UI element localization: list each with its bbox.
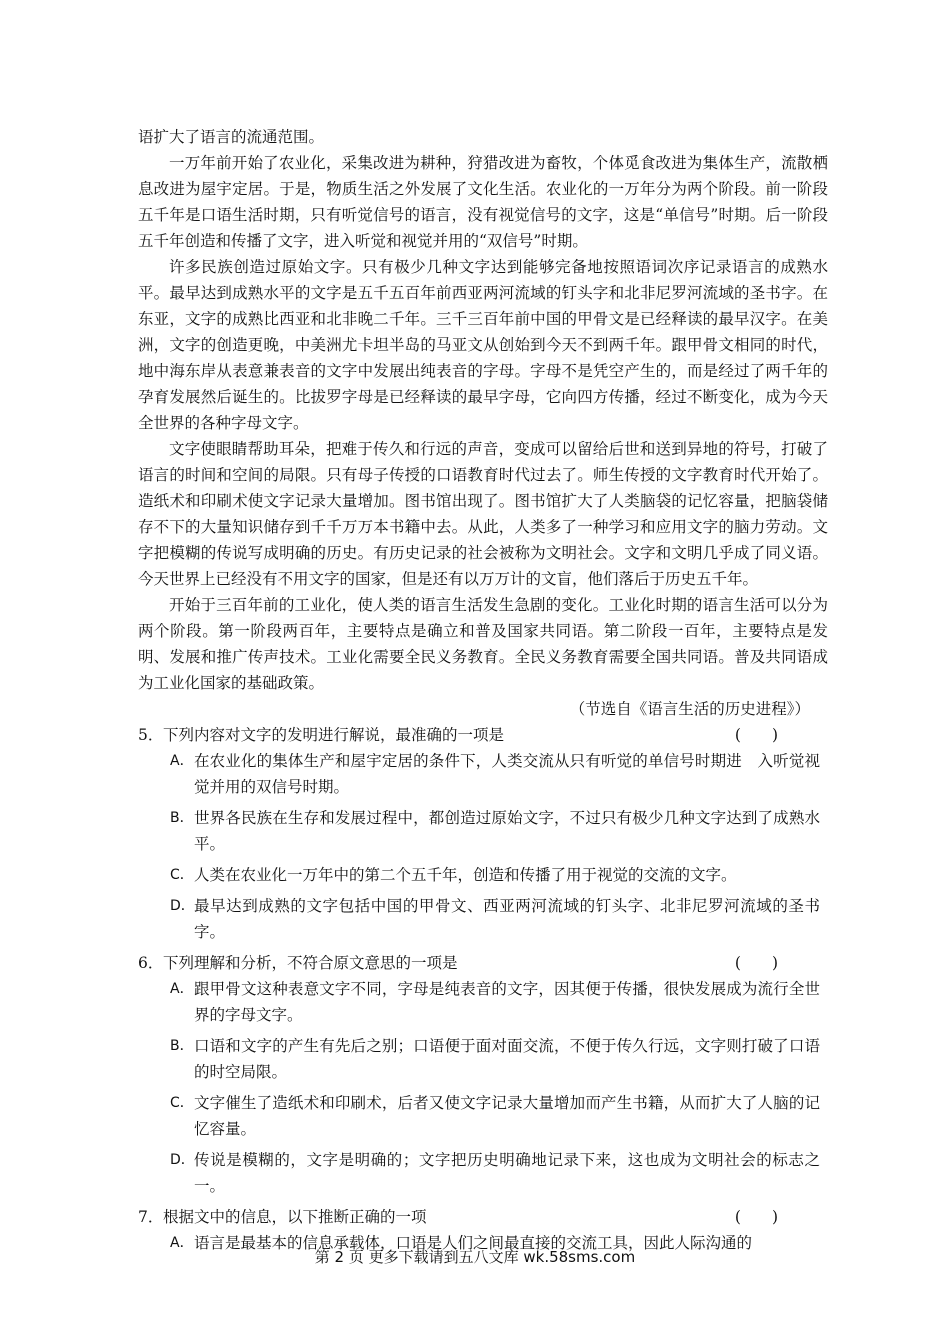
question-number: 6． bbox=[138, 954, 164, 972]
option-key: B． bbox=[170, 1038, 194, 1054]
option-key: B． bbox=[170, 810, 194, 826]
option-text: 文字催生了造纸术和印刷术，后者又使文字记录大量增加而产生书籍，从而扩大了人脑的记忆容量。 bbox=[194, 1094, 820, 1138]
option-text: 传说是模糊的，文字是明确的；文字把历史明确地记录下来，这也成为文明社会的标志之一。 bbox=[194, 1151, 820, 1195]
question-stem: 下列理解和分析，不符合原文意思的一项是 bbox=[163, 954, 458, 972]
option-text: 人类在农业化一万年中的第二个五千年，创造和传播了用于视觉的交流的文字。 bbox=[194, 866, 737, 884]
passage-paragraph: 开始于三百年前的工业化，使人类的语言生活发生急剧的变化。工业化时期的语言生活可以分为两个阶段。第一阶段两百年，主要特点是确立和普及国家共同语。第二阶段一百年，主要特点是发明、发展和推广传声技术。工业化需要全民义务教育。全民义务教育需要全国共同语。普及共同语成为工业化国家的基础政策。 bbox=[138, 596, 828, 692]
page-content bbox=[138, 124, 828, 1261]
question-stem: 下列内容对文字的发明进行解说，最准确的一项是 bbox=[163, 726, 505, 744]
option-key: D． bbox=[170, 1152, 195, 1168]
option-key: A． bbox=[170, 753, 194, 769]
option-key: A． bbox=[170, 1235, 194, 1251]
option-d bbox=[138, 893, 828, 945]
option-c bbox=[138, 862, 828, 888]
passage-paragraph: 一万年前开始了农业化，采集改进为耕种，狩猎改进为畜牧，个体觅食改进为集体生产，流散栖息改进为屋宇定居。于是，物质生活之外发展了文化生活。农业化的一万年分为两个阶段。前一阶段五千年是口语生活时期，只有听觉信号的语言，没有视觉信号的文字，这是“单信号”时期。后一阶段五千年创造和传播了文字，进入听觉和视觉并用的“双信号”时期。 bbox=[138, 154, 828, 250]
option-text: 最早达到成熟的文字包括中国的甲骨文、西亚两河流域的钉头字、北非尼罗河流域的圣书字。 bbox=[194, 897, 820, 941]
option-key: C． bbox=[170, 867, 194, 883]
option-key: D． bbox=[170, 898, 195, 914]
option-d bbox=[138, 1147, 828, 1199]
option-b bbox=[138, 805, 828, 857]
option-key: C． bbox=[170, 1095, 194, 1111]
question-number: 5． bbox=[138, 726, 164, 744]
option-text: 口语和文字的产生有先后之别；口语便于面对面交流，不便于传久行远，文字则打破了口语的时空局限。 bbox=[194, 1037, 820, 1081]
passage-paragraph: 语扩大了语言的流通范围。 bbox=[138, 128, 325, 146]
option-text: 语言是最基本的信息承载体，口语是人们之间最直接的交流工具，因此人际沟通的 bbox=[194, 1234, 753, 1252]
passage-paragraph: 许多民族创造过原始文字。只有极少几种文字达到能够完备地按照语词次序记录语言的成熟水平。最早达到成熟水平的文字是五千五百年前西亚两河流域的钉头字和北非尼罗河流域的圣书字。在东亚，文字的成熟比西亚和北非晚二千年。三千三百年前中国的甲骨文是已经释读的最早汉字。在美洲，文字的创造更晚，中美洲尤卡坦半岛的马亚文从创始到今天不到两千年。跟甲骨文相同的时代，地中海东岸从表意兼表音的文字中发展出纯表音的字母。字母不是凭空产生的，而是经过了两千年的孕育发展然后诞生的。比拔罗字母是已经释读的最早字母，它向四方传播，经过不断变化，成为今天全世界的各种字母文字。 bbox=[138, 258, 828, 432]
option-text: 世界各民族在生存和发展过程中，都创造过原始文字，不过只有极少几种文字达到了成熟水平。 bbox=[194, 809, 820, 853]
option-b bbox=[138, 1033, 828, 1085]
option-c bbox=[138, 1090, 828, 1142]
option-key: A． bbox=[170, 981, 194, 997]
question-6 bbox=[138, 950, 828, 976]
option-a bbox=[138, 976, 828, 1028]
option-text: 跟甲骨文这种表意文字不同，字母是纯表音的文字，因其便于传播，很快发展成为流行全世界的字母文字。 bbox=[194, 980, 820, 1024]
passage-source: （节选自《语言生活的历史进程》） bbox=[569, 700, 810, 718]
page-footer: 第 2 页 更多下载请到五八文库 wk.58sms.com bbox=[314, 1248, 636, 1266]
question-stem: 根据文中的信息，以下推断正确的一项 bbox=[163, 1208, 427, 1226]
answer-bracket: ( ) bbox=[734, 1208, 778, 1226]
option-text: 在农业化的集体生产和屋宇定居的条件下，人类交流从只有听觉的单信号时期进 入听觉视觉并用的双信号时期。 bbox=[194, 752, 820, 796]
option-a bbox=[138, 748, 828, 800]
question-7 bbox=[138, 1204, 828, 1230]
question-number: 7． bbox=[138, 1208, 164, 1226]
answer-bracket: ( ) bbox=[734, 726, 778, 744]
answer-bracket: ( ) bbox=[734, 954, 778, 972]
passage-paragraph: 文字使眼睛帮助耳朵，把难于传久和行远的声音，变成可以留给后世和送到异地的符号，打破了语言的时间和空间的局限。只有母子传授的口语教育时代过去了。师生传授的文字教育时代开始了。造纸术和印刷术使文字记录大量增加。图书馆出现了。图书馆扩大了人类脑袋的记忆容量，把脑袋储存不下的大量知识储存到千千万万本书籍中去。从此，人类多了一种学习和应用文字的脑力劳动。文字把模糊的传说写成明确的历史。有历史记录的社会被称为文明社会。文字和文明几乎成了同义语。今天世界上已经没有不用文字的国家，但是还有以万万计的文盲，他们落后于历史五千年。 bbox=[138, 440, 828, 588]
question-5 bbox=[138, 722, 828, 748]
